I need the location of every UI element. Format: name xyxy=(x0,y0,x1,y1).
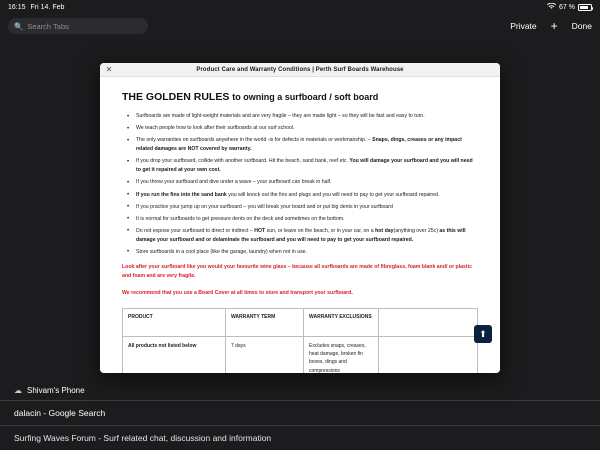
golden-rule-item: • If you run the fins into the sand bank you will knock out the fins and plugs and you will need to pay to get your surfboard repaired. xyxy=(134,191,478,200)
device-label: Shivam's Phone xyxy=(27,386,85,395)
status-time: 16:15 xyxy=(8,3,26,11)
warranty-table-body xyxy=(123,336,478,373)
golden-rule-item: • If you throw your surfboard and dive under a wave – your surfboard can break in half. xyxy=(134,178,478,187)
wifi-icon xyxy=(547,3,556,12)
battery-percent: 67 % xyxy=(559,3,575,11)
golden-rule-item: • If you practice your jump up on your surfboard – you will break your board and or put big dents in your surfboard xyxy=(134,203,478,212)
private-button[interactable]: Private xyxy=(510,21,537,31)
cell-product: All products not listed below xyxy=(123,336,226,373)
cell-blank xyxy=(378,336,477,373)
red-warning-note: Look after your surfboard like you would your favourite wine glass – because all surfboards are made of fibreglass, foam blank and/ or plastic and foam and are very fragile. xyxy=(122,263,472,279)
tabs-from-other-devices xyxy=(0,380,600,450)
table-header-warranty-term: WARRANTY TERM xyxy=(225,308,303,336)
golden-rule-item: • We teach people how to look after their surfboards at our surf school. xyxy=(134,124,478,133)
table-header-blank xyxy=(378,308,477,336)
search-tabs-placeholder: Search Tabs xyxy=(27,21,69,31)
tab-card-title: Product Care and Warranty Conditions | Perth Surf Boards Warehouse xyxy=(196,66,404,73)
battery-icon xyxy=(578,4,592,11)
status-bar-right xyxy=(547,3,592,12)
tab-card[interactable] xyxy=(100,63,500,373)
tab-card-titlebar xyxy=(100,63,500,77)
scroll-to-top-button[interactable]: ⬆ xyxy=(474,325,492,343)
table-header-warranty-exclusions: WARRANTY EXCLUSIONS xyxy=(304,308,379,336)
done-button[interactable]: Done xyxy=(571,21,592,31)
device-row xyxy=(0,380,600,400)
table-header-row xyxy=(123,308,478,336)
cloud-icon: ☁ xyxy=(14,386,22,395)
warranty-table-head xyxy=(123,308,478,336)
board-cover-recommendation: We recommend that you use a Board Cover at all times to store and transport your surfboard. xyxy=(122,289,353,296)
golden-rule-item: • If you drop your surfboard, collide with another surfboard. Hit the beach, sand bank, reef etc. You will damage your surfboard and you will need to get it repaired at your own cost. xyxy=(134,157,478,175)
page-title-sub: to owning a surfboard / soft board xyxy=(232,92,379,102)
status-bar-left xyxy=(8,4,64,11)
cell-warranty-term: 7 days xyxy=(225,336,303,373)
table-row xyxy=(123,336,478,373)
status-bar xyxy=(0,0,600,14)
search-icon: 🔍 xyxy=(14,21,24,31)
browser-toolbar-right xyxy=(510,20,592,32)
close-icon[interactable]: ✕ xyxy=(105,65,113,74)
warranty-table xyxy=(122,308,478,373)
golden-rule-item: • Do not expose your surfboard to direct or indirect – HOT sun, or leave on the beach, or in your car, on a hot day(anything over 25c) as this will damage your surfboard and or delaminate the surfboard and you will need to pay to get your surfboard repaired. xyxy=(134,227,478,245)
golden-rule-item: • It is normal for surfboards to get pressure dents on the deck and sometimes on the bottom. xyxy=(134,215,478,224)
webpage-content xyxy=(100,77,500,373)
new-tab-button[interactable]: + xyxy=(550,19,558,33)
status-date: Fri 14. Feb xyxy=(30,3,65,11)
cell-warranty-exclusions: Excludes snaps, creases, heat damage, broken fin boxes, dings and compressions xyxy=(304,336,379,373)
browser-toolbar xyxy=(0,14,600,38)
golden-rule-item: • The only warranties on surfboards anywhere in the world -is for defects in materials or workmanship. – Snaps, dings, creases or any impact related damages are NOT covered by warranty. xyxy=(134,136,478,154)
golden-rule-item: • Store surfboards in a cool place (like the garage, laundry) when not in use. xyxy=(134,248,478,257)
table-header-product: PRODUCT xyxy=(123,308,226,336)
page-title xyxy=(122,91,478,103)
search-tabs-field[interactable] xyxy=(8,18,148,34)
list-item[interactable]: Surfing Waves Forum - Surf related chat, discussion and information xyxy=(0,425,600,450)
golden-rules-list xyxy=(122,112,478,257)
golden-rule-item: • Surfboards are made of light-weight materials and are very fragile – they are made light – so they will be fast and easy to turn. xyxy=(134,112,478,121)
page-title-main: THE GOLDEN RULES xyxy=(122,91,230,103)
list-item[interactable]: dalacin - Google Search xyxy=(0,400,600,425)
